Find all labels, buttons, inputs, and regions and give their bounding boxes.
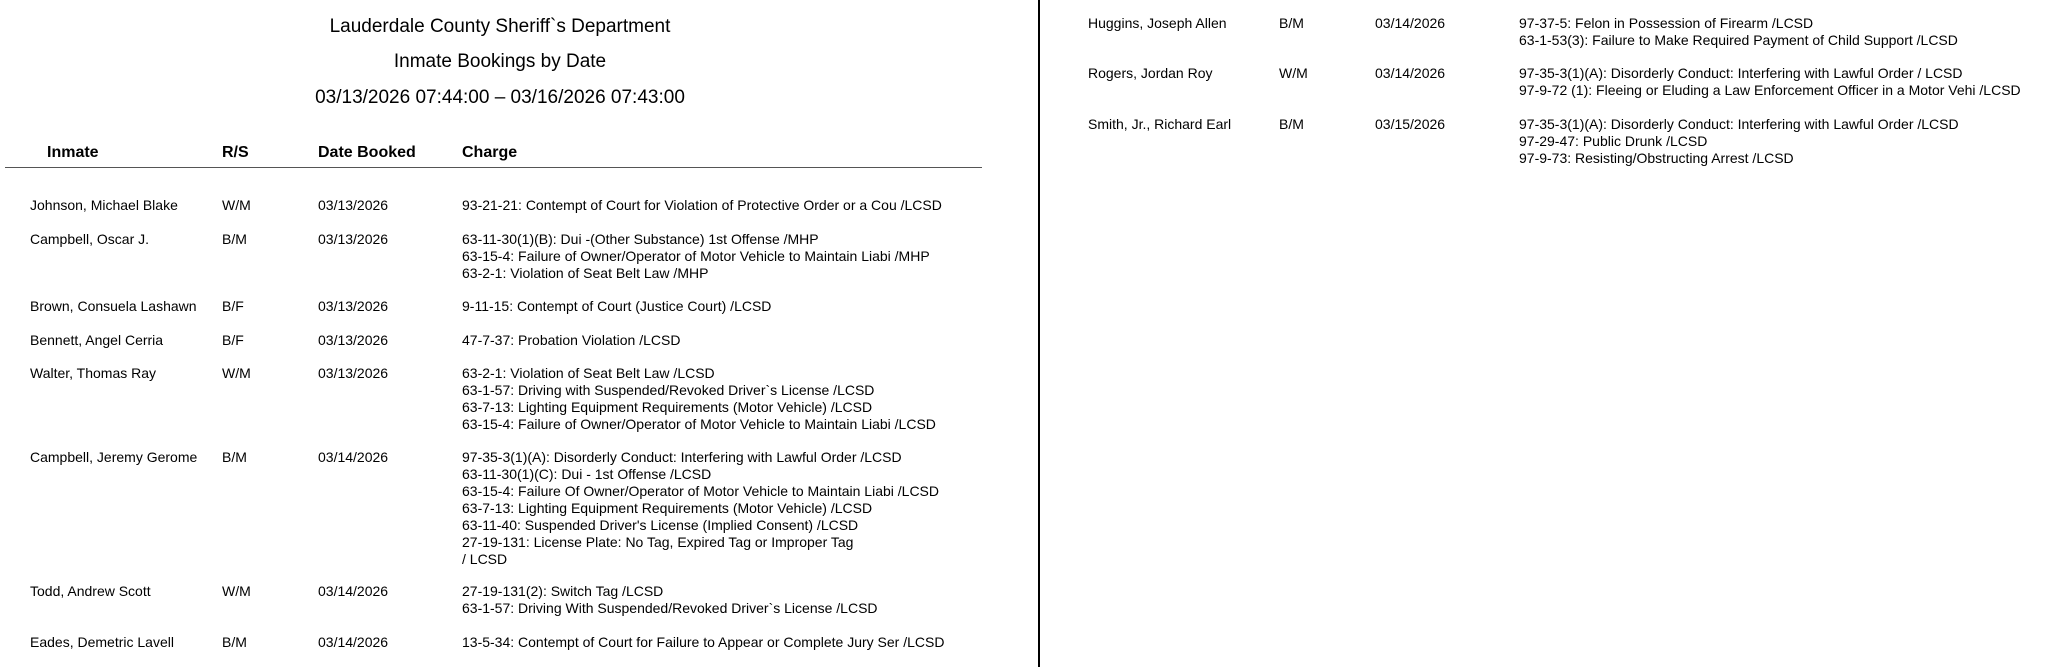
charge-line: 63-11-30(1)(B): Dui -(Other Substance) 1st Offense /MHP: [462, 231, 819, 247]
report-date-range: 03/13/2026 07:44:00 – 03/16/2026 07:43:00: [315, 87, 685, 108]
inmate-name: Campbell, Oscar J.: [30, 231, 150, 247]
charge-line: 27-19-131: License Plate: No Tag, Expired Tag or Improper Tag: [462, 534, 854, 550]
race-sex: B/M: [222, 231, 247, 247]
charge-line: 97-29-47: Public Drunk /LCSD: [1519, 133, 1708, 149]
charge-line: 63-15-4: Failure of Owner/Operator of Motor Vehicle to Maintain Liabi /LCSD: [462, 416, 936, 432]
date-booked: 03/14/2026: [318, 634, 389, 650]
date-booked: 03/13/2026: [318, 197, 389, 213]
charge-line: 63-15-4: Failure of Owner/Operator of Motor Vehicle to Maintain Liabi /MHP: [462, 248, 930, 264]
charge-list: [462, 197, 942, 214]
charge-list: [462, 449, 939, 568]
date-booked: 03/13/2026: [318, 332, 389, 348]
date-booked: 03/13/2026: [318, 231, 389, 247]
charge-line: 97-9-73: Resisting/Obstructing Arrest /LCSD: [1519, 150, 1794, 166]
charge-line: 63-1-57: Driving With Suspended/Revoked Driver`s License /LCSD: [462, 600, 878, 616]
race-sex: B/M: [1279, 116, 1304, 132]
charge-list: [1519, 65, 2021, 99]
charge-line: 27-19-131(2): Switch Tag /LCSD: [462, 583, 664, 599]
charge-line: 63-15-4: Failure Of Owner/Operator of Motor Vehicle to Maintain Liabi /LCSD: [462, 483, 939, 499]
charge-line: 63-1-57: Driving with Suspended/Revoked Driver`s License /LCSD: [462, 382, 875, 398]
charge-line: 93-21-21: Contempt of Court for Violation of Protective Order or a Cou /LCSD: [462, 197, 942, 213]
column-header-charge: Charge: [462, 144, 518, 161]
inmate-name: Campbell, Jeremy Gerome: [30, 449, 198, 465]
inmate-name: Rogers, Jordan Roy: [1088, 65, 1213, 81]
charge-list: [462, 231, 930, 282]
charge-line: 63-7-13: Lighting Equipment Requirements (Motor Vehicle) /LCSD: [462, 399, 873, 415]
date-booked: 03/14/2026: [318, 449, 389, 465]
column-header-race-sex: R/S: [222, 144, 249, 161]
column-header-date-booked: Date Booked: [318, 144, 416, 161]
charge-list: [462, 332, 680, 349]
date-booked: 03/13/2026: [318, 365, 389, 381]
inmate-name: Walter, Thomas Ray: [30, 365, 157, 381]
race-sex: W/M: [222, 365, 251, 381]
charge-list: [462, 634, 944, 651]
charge-line: 13-5-34: Contempt of Court for Failure to Appear or Complete Jury Ser /LCSD: [462, 634, 945, 650]
charge-line: 63-2-1: Violation of Seat Belt Law /LCSD: [462, 365, 715, 381]
inmate-name: Todd, Andrew Scott: [30, 583, 151, 599]
column-header-inmate: Inmate: [47, 144, 99, 161]
charge-list: [462, 583, 878, 617]
report-page-2: [1040, 0, 2067, 667]
inmate-name: Smith, Jr., Richard Earl: [1088, 116, 1232, 132]
date-booked: 03/13/2026: [318, 298, 389, 314]
charge-line: 97-35-3(1)(A): Disorderly Conduct: Interfering with Lawful Order /LCSD: [1519, 116, 1959, 132]
report-subtitle: Inmate Bookings by Date: [393, 51, 607, 72]
report-title: Lauderdale County Sheriff`s Department: [329, 16, 671, 37]
charge-line: 63-11-40: Suspended Driver's License (Implied Consent) /LCSD: [462, 517, 859, 533]
charge-line: 63-11-30(1)(C): Dui - 1st Offense /LCSD: [462, 466, 712, 482]
charge-line: 97-35-3(1)(A): Disorderly Conduct: Interfering with Lawful Order / LCSD: [1519, 65, 1963, 81]
race-sex: W/M: [222, 197, 251, 213]
charge-line: 47-7-37: Probation Violation /LCSD: [462, 332, 681, 348]
inmate-name: Johnson, Michael Blake: [30, 197, 178, 213]
inmate-name: Huggins, Joseph Allen: [1088, 15, 1227, 31]
race-sex: B/M: [1279, 15, 1304, 31]
race-sex: W/M: [1279, 65, 1308, 81]
charge-list: [462, 298, 771, 315]
charge-line: 97-9-72 (1): Fleeing or Eluding a Law Enforcement Officer in a Motor Vehi /LCSD: [1519, 82, 2021, 98]
inmate-name: Bennett, Angel Cerria: [30, 332, 164, 348]
charge-list: [462, 365, 936, 433]
charge-line: 97-35-3(1)(A): Disorderly Conduct: Interfering with Lawful Order /LCSD: [462, 449, 902, 465]
race-sex: W/M: [222, 583, 251, 599]
date-booked: 03/15/2026: [1375, 116, 1446, 132]
race-sex: B/F: [222, 332, 244, 348]
charge-line: 9-11-15: Contempt of Court (Justice Court) /LCSD: [462, 298, 772, 314]
inmate-name: Brown, Consuela Lashawn: [30, 298, 197, 314]
race-sex: B/F: [222, 298, 244, 314]
charge-line: 97-37-5: Felon in Possession of Firearm /LCSD: [1519, 15, 1814, 31]
race-sex: B/M: [222, 634, 247, 650]
charge-list: [1519, 15, 1958, 49]
charge-line: 63-2-1: Violation of Seat Belt Law /MHP: [462, 265, 709, 281]
charge-line: 63-1-53(3): Failure to Make Required Payment of Child Support /LCSD: [1519, 32, 1958, 48]
header-rule: [5, 167, 982, 168]
race-sex: B/M: [222, 449, 247, 465]
inmate-name: Eades, Demetric Lavell: [30, 634, 174, 650]
date-booked: 03/14/2026: [1375, 65, 1446, 81]
date-booked: 03/14/2026: [318, 583, 389, 599]
charge-line: / LCSD: [462, 551, 508, 567]
charge-list: [1519, 116, 1959, 167]
date-booked: 03/14/2026: [1375, 15, 1446, 31]
charge-line: 63-7-13: Lighting Equipment Requirements (Motor Vehicle) /LCSD: [462, 500, 873, 516]
